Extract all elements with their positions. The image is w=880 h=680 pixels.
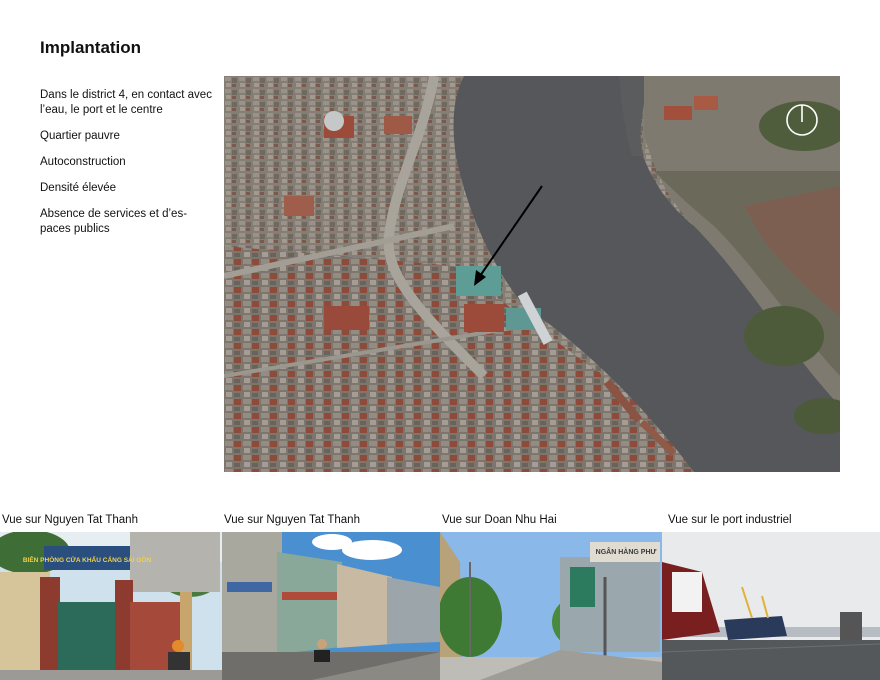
bullet-item: Dans le district 4, en contact avec l’eau, le port et le centre [40,89,212,116]
street-photo [222,532,440,680]
bank-sign-text: NGÂN HÀNG PHƯ [595,549,657,556]
bullet-list [40,88,215,248]
street-photo [0,532,222,680]
photo-caption: Vue sur Doan Nhu Hai [442,514,557,526]
bullet-item: Absence de services et d’es-paces publics [40,208,188,235]
gate-sign-text: BIÊN PHÒNG CỬA KHẨU CẢNG SÀI GÒN [22,557,152,564]
photo-caption: Vue sur le port industriel [668,514,792,526]
bullet-item: Autoconstruction [40,156,126,168]
photo-caption: Vue sur Nguyen Tat Thanh [224,514,360,526]
port-photo [662,532,880,680]
aerial-map [224,76,840,472]
photo-caption: Vue sur Nguyen Tat Thanh [2,514,138,526]
page-title: Implantation [40,38,142,57]
bullet-item: Densité élevée [40,182,117,194]
street-photo [440,532,662,680]
bullet-item: Quartier pauvre [40,130,120,142]
